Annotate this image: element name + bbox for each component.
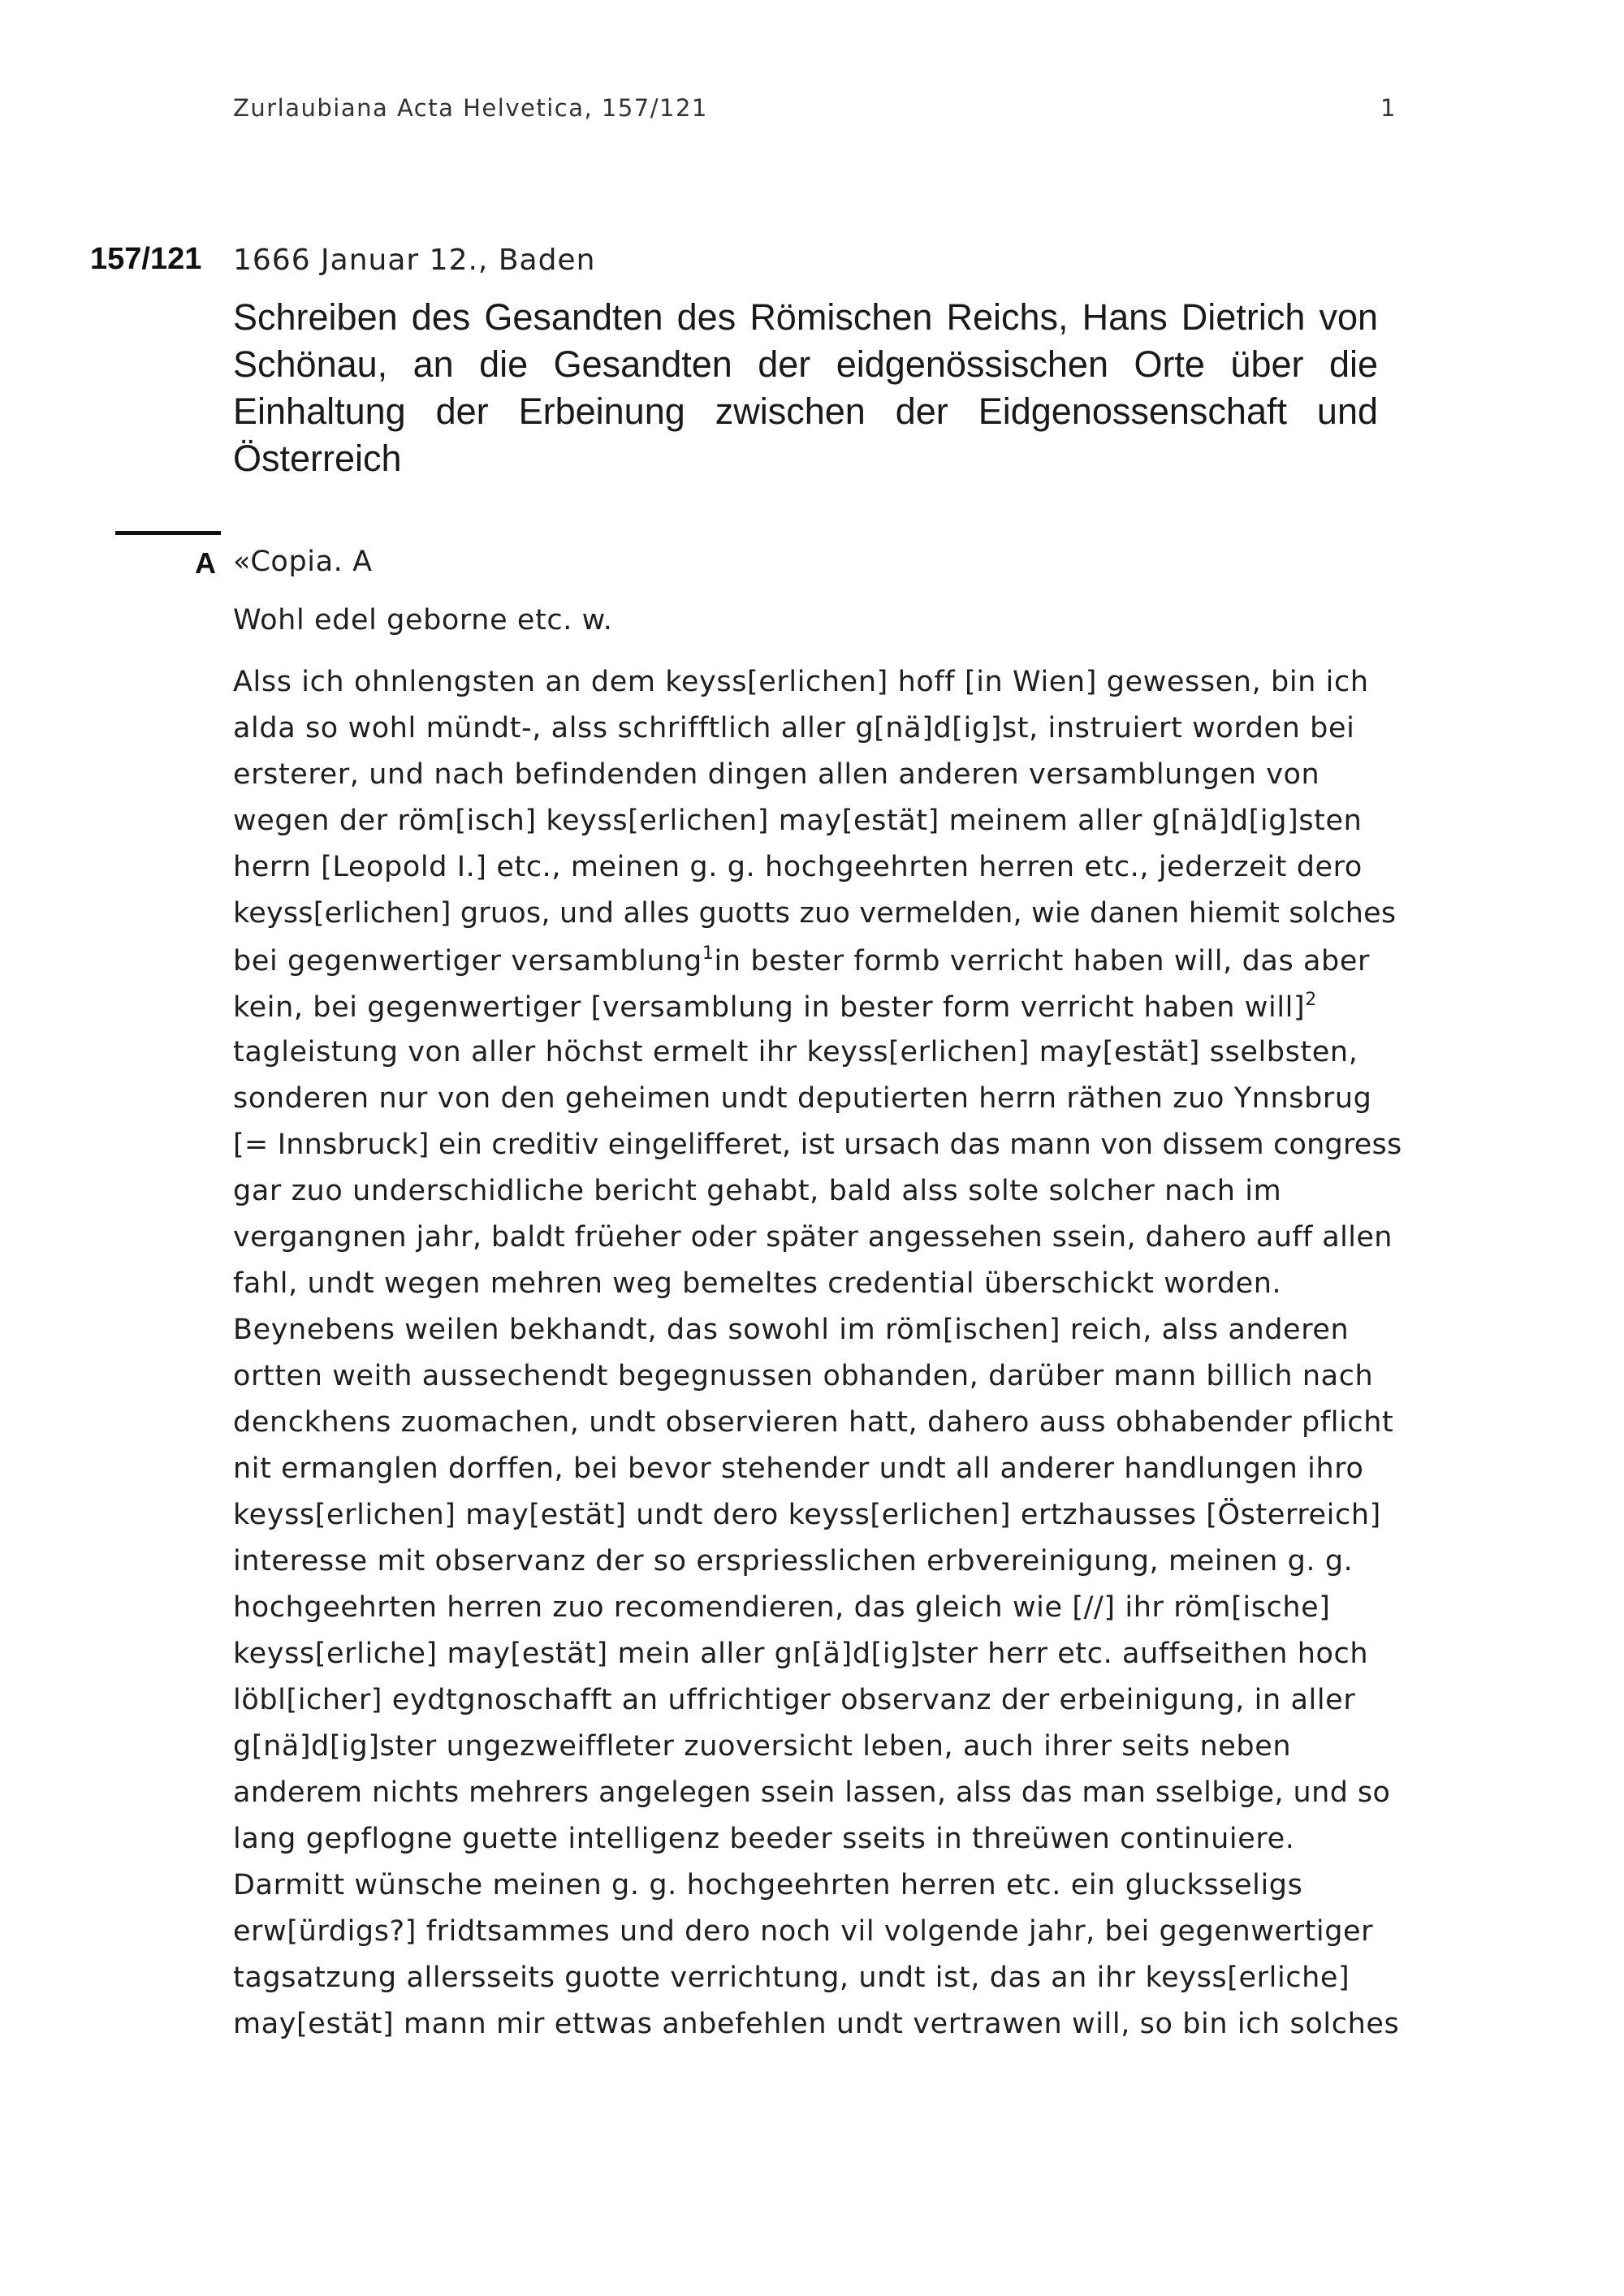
text-line: fahl, undt wegen mehren weg bemeltes credential überschickt worden.	[233, 1267, 1282, 1300]
text-line: herrn [Leopold I.] etc., meinen g. g. hochgeehrten herren etc., jederzeit dero	[233, 851, 1363, 883]
running-header-title: Zurlaubiana Acta Helvetica, 157/121	[233, 94, 708, 122]
text-line: alda so wohl mündt-, alss schrifftlich aller g[nä]d[ig]st, instruiert worden bei	[233, 712, 1355, 744]
text-line	[233, 990, 1317, 1024]
footnote-mark[interactable]: 2	[1305, 990, 1317, 1010]
text-line: Darmitt wünsche meinen g. g. hochgeehrten herren etc. ein glucksseligs	[233, 1869, 1303, 1901]
text-line: keyss[erlichen] may[estät] undt dero keyss[erlichen] ertzhausses [Österreich]	[233, 1499, 1381, 1531]
document-date-place: 1666 Januar 12., Baden	[233, 244, 596, 277]
text-line: vergangnen jahr, baldt früeher oder später angessehen ssein, dahero auff allen	[233, 1221, 1393, 1254]
text-line: Beynebens weilen bekhandt, das sowohl im röm[ischen] reich, alss anderen	[233, 1314, 1350, 1346]
text-line: denckhens zuomachen, undt observieren hatt, dahero auss obhabender pflicht	[233, 1406, 1394, 1439]
document-number: 157/121	[90, 242, 202, 276]
text-line: ortten weith aussechendt begegnussen obhanden, darüber mann billich nach	[233, 1360, 1374, 1392]
text-line-salutation: Wohl edel geborne etc. w.	[233, 604, 613, 637]
text-line: may[estät] mann mir ettwas anbefehlen undt vertrawen will, so bin ich solches	[233, 2008, 1400, 2040]
section-marker: A	[195, 546, 216, 580]
text-line: interesse mit observanz der so erspriesslichen erbvereinigung, meinen g. g.	[233, 1545, 1354, 1577]
text-line: keyss[erlichen] gruos, und alles guotts zuo vermelden, wie danen hiemit solches	[233, 897, 1397, 930]
text-line: nit ermanglen dorffen, bei bevor stehender undt all anderer handlungen ihro	[233, 1452, 1364, 1485]
text-line: anderem nichts mehrers angelegen ssein lassen, alss das man sselbige, und so	[233, 1776, 1391, 1809]
text-line: gar zuo underschidliche bericht gehabt, bald alss solte solcher nach im	[233, 1175, 1282, 1207]
text-line: löbl[icher] eydtgnoschafft an uffrichtiger observanz der erbeinigung, in aller	[233, 1684, 1356, 1716]
text-line: erw[ürdigs?] fridtsammes und dero noch vil volgende jahr, bei gegenwertiger	[233, 1915, 1374, 1948]
text-line-part: bei gegenwertiger versamblung	[233, 945, 702, 978]
text-line: [= Innsbruck] ein creditiv eingelifferet, ist ursach das mann von dissem congress	[233, 1129, 1402, 1161]
text-line: ersterer, und nach befindenden dingen allen anderen versamblungen von	[233, 758, 1320, 791]
page-number: 1	[1380, 94, 1396, 122]
footnote-mark[interactable]: 1	[702, 943, 715, 964]
text-line-part: in bester formb verricht haben will, das aber	[714, 945, 1370, 978]
text-line: wegen der röm[isch] keyss[erlichen] may[estät] meinem aller g[nä]d[ig]sten	[233, 805, 1363, 837]
text-line: tagleistung von aller höchst ermelt ihr keyss[erlichen] may[estät] sselbsten,	[233, 1036, 1358, 1068]
text-line: lang gepflogne guette intelligenz beeder sseits in threüwen continuiere.	[233, 1823, 1295, 1855]
text-line: sonderen nur von den geheimen undt deputierten herrn räthen zuo Ynnsbrug	[233, 1082, 1372, 1115]
text-line: tagsatzung allersseits guotte verrichtung, undt ist, das an ihr keyss[erliche]	[233, 1962, 1350, 1994]
text-line: keyss[erliche] may[estät] mein aller gn[ä]d[ig]ster herr etc. auffseithen hoch	[233, 1638, 1369, 1670]
text-line	[233, 943, 1370, 978]
section-divider	[115, 531, 221, 535]
text-line-copia: «Copia. A	[233, 546, 373, 578]
text-line: hochgeehrten herren zuo recomendieren, das gleich wie [//] ihr röm[ische]	[233, 1591, 1331, 1624]
text-line: Alss ich ohnlengsten an dem keyss[erlichen] hoff [in Wien] gewessen, bin ich	[233, 666, 1369, 698]
text-line: g[nä]d[ig]ster ungezweiffleter zuoversicht leben, auch ihrer seits neben	[233, 1730, 1292, 1763]
document-regest: Schreiben des Gesandten des Römischen Reichs, Hans Dietrich von Schönau, an die Gesandten der eidgenössischen Orte über die Einhaltung der Erbeinung zwischen der Eidgenossenschaft und Österreich	[233, 296, 1378, 479]
text-line-part: kein, bei gegenwertiger [versamblung in bester form verricht haben will]	[233, 991, 1306, 1024]
